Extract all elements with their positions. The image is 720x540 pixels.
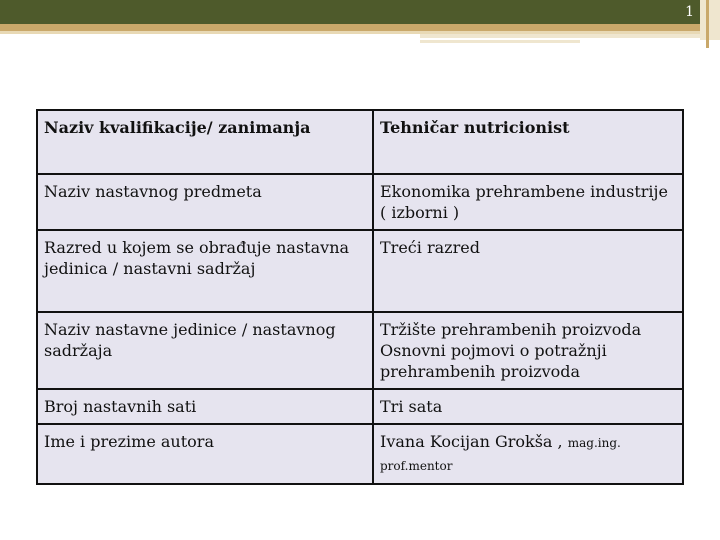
cell-line: Ekonomika prehrambene industrije <box>380 182 668 201</box>
table-cell-value <box>373 312 683 389</box>
page-number: 1 <box>685 4 694 20</box>
table-row <box>37 312 683 389</box>
cell-line: Treći razred <box>380 238 480 257</box>
table-row <box>37 110 683 174</box>
corner-accent <box>700 0 720 40</box>
table-row <box>37 424 683 484</box>
table-cell-label <box>37 230 373 312</box>
table-cell-value <box>373 230 683 312</box>
table-cell-value <box>373 110 683 174</box>
cell-line: Tržište prehrambenih proizvoda <box>380 320 642 339</box>
table-cell-label: Ime i prezime autora <box>37 424 373 484</box>
cell-line: sadržaja <box>44 341 113 360</box>
table-row <box>37 230 683 312</box>
author-name: Ivana Kocijan Grokša , <box>380 432 563 451</box>
table-cell-value <box>373 424 683 484</box>
cell-line: Naziv nastavne jedinice / nastavnog <box>44 320 336 339</box>
cell-line: Tri sata <box>380 397 443 416</box>
header-accent-stripe-short <box>420 34 700 38</box>
cell-line: prehrambenih proizvoda <box>380 362 581 381</box>
header-accent-stripe <box>0 24 700 31</box>
table-row <box>37 174 683 230</box>
cell-line: Osnovni pojmovi o potražnji <box>380 341 607 360</box>
table-row <box>37 389 683 424</box>
cell-line: jedinica / nastavni sadržaj <box>44 259 256 278</box>
table-cell-value <box>373 389 683 424</box>
cell-line: Razred u kojem se obrađuje nastavna <box>44 238 350 257</box>
info-table <box>36 109 684 485</box>
table-cell-label: Naziv kvalifikacije/ zanimanja <box>37 110 373 174</box>
author-title: mag.ing. prof.mentor <box>380 436 621 473</box>
table-cell-label: Naziv nastavnog predmeta <box>37 174 373 230</box>
table-cell-value <box>373 174 683 230</box>
header-accent-stripe-shorter <box>420 40 580 43</box>
table-cell-label: Broj nastavnih sati <box>37 389 373 424</box>
header-bar <box>0 0 700 24</box>
corner-accent-line <box>706 0 709 48</box>
table-cell-label <box>37 312 373 389</box>
cell-line: Tehničar nutricionist <box>380 118 570 137</box>
cell-line: ( izborni ) <box>380 203 460 222</box>
